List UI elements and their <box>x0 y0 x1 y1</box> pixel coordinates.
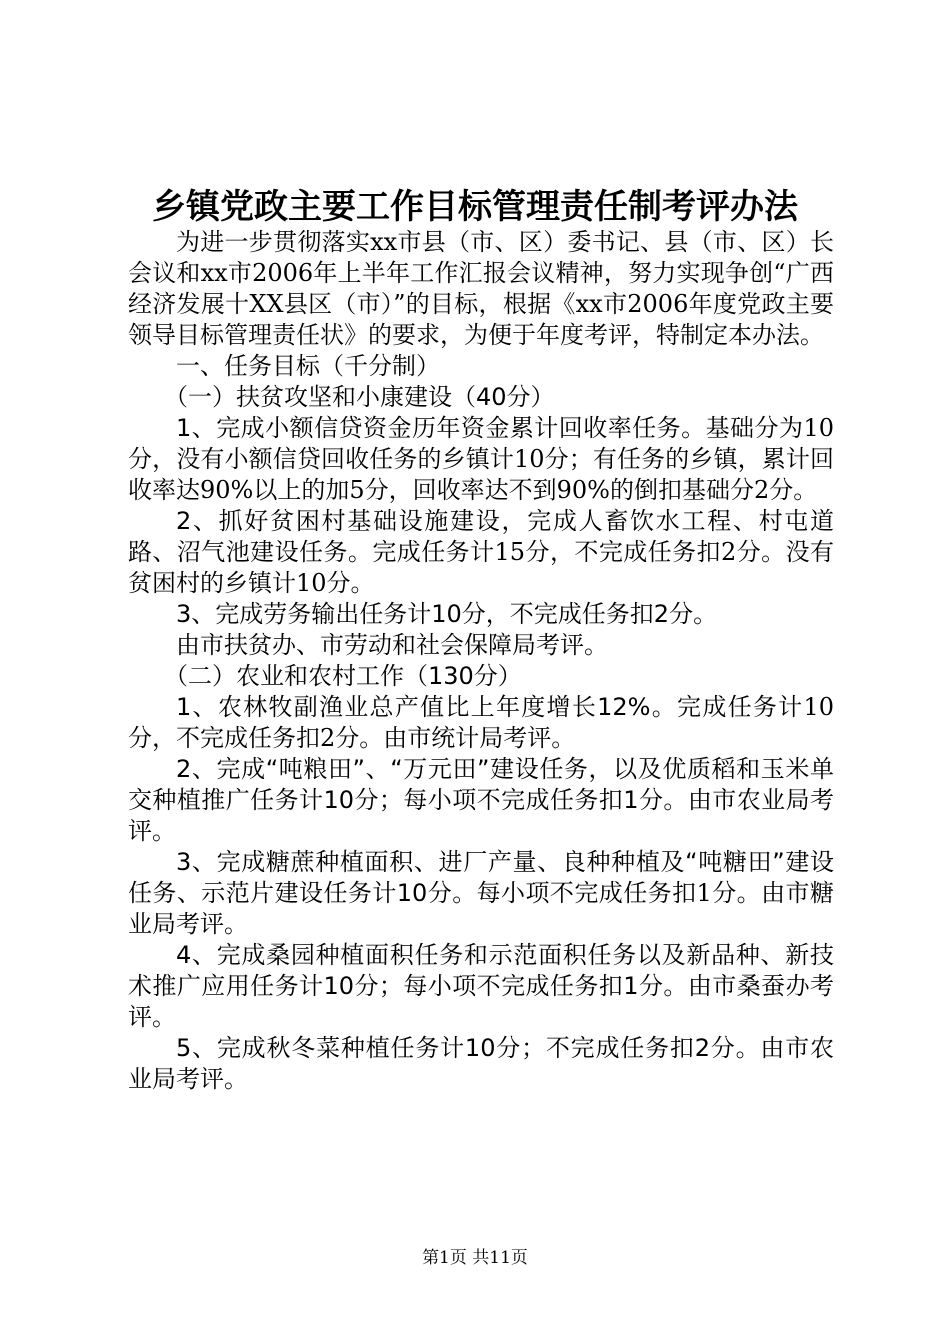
item-1-1 <box>128 413 834 506</box>
item-2-5-lead: 5、完成秋冬菜种植任务计10分；不完成任务扣2分。 <box>176 1034 761 1062</box>
section-heading-task-goals: 一、任务目标（千分制） <box>176 352 440 380</box>
page-number-footer: 第1页 共11页 <box>422 1248 528 1268</box>
item-1-2-detail: 完成任务计15分，不完成任务扣2分。没有贫困村的乡镇计10分。 <box>128 538 835 597</box>
item-2-3 <box>128 847 834 940</box>
item-2-3-detail: 每小项不完成任务扣1分。由市糖业局考评。 <box>128 879 834 938</box>
document-title: 乡镇党政主要工作目标管理责任制考评办法 <box>152 187 798 227</box>
item-2-3-lead: 3、完成糖蔗种植面积、进厂产量、良种种植及“吨糖田”建设任务、示范片建设任务计10分。 <box>128 848 834 907</box>
item-2-5 <box>128 1033 834 1095</box>
item-2-4-detail: 由市桑蚕办考评。 <box>128 972 835 1031</box>
item-1-3-lead: 3、完成劳务输出任务计10分，不完成任务扣2分。 <box>176 600 718 628</box>
item-2-5-detail: 由市农业局考评。 <box>128 1034 834 1093</box>
subsection-1-evaluator: 由市扶贫办、市劳动和社会保障局考评。 <box>176 631 608 659</box>
item-2-4-lead: 4、完成桑园种植面积任务和示范面积任务以及新品种、新技术推广应用任务计10分；每小项不完成任务扣1分。 <box>128 941 834 1000</box>
subsection-heading-poverty: （一）扶贫攻坚和小康建设（40分） <box>164 383 555 411</box>
item-2-1-lead: 1、农林牧副渔业总产值比上年度增长12%。 <box>176 693 678 721</box>
item-1-2 <box>128 506 834 599</box>
item-2-2-lead: 2、完成“吨粮田”、“万元田”建设任务，以及优质稻和玉米单交种植推广任务计10分；每小项不完成任务扣1分。 <box>128 755 834 814</box>
item-1-1-detail: 基础分为10分，没有小额信贷回收任务的乡镇计10分；有任务的乡镇，累计回收率达90%以上的加5分，回收率达不到90%的倒扣基础分2分。 <box>128 414 834 504</box>
intro-paragraph: 为进一步贯彻落实xx市县（市、区）委书记、县（市、区）长会议和xx市2006年上半年工作汇报会议精神，努力实现争创“广西经济发展十XX县区（市）”的目标，根据《xx市2006年度党政主要领导目标管理责任状》的要求，为便于年度考评，特制定本办法。 <box>128 228 834 349</box>
item-2-2 <box>128 754 834 847</box>
item-2-1 <box>128 692 834 754</box>
item-1-3 <box>128 599 834 630</box>
subsection-heading-agriculture: （二）农业和农村工作（130分） <box>164 662 522 690</box>
item-1-2-lead: 2、抓好贫困村基础设施建设，完成人畜饮水工程、村屯道路、沼气池建设任务。 <box>128 507 834 566</box>
item-2-2-detail: 由市农业局考评。 <box>128 786 835 845</box>
item-1-1-lead: 1、完成小额信贷资金历年资金累计回收率任务。 <box>176 414 706 442</box>
item-2-1-detail: 完成任务计10分，不完成任务扣2分。由市统计局考评。 <box>128 693 834 752</box>
document-body <box>128 227 834 1095</box>
item-2-4 <box>128 940 834 1033</box>
